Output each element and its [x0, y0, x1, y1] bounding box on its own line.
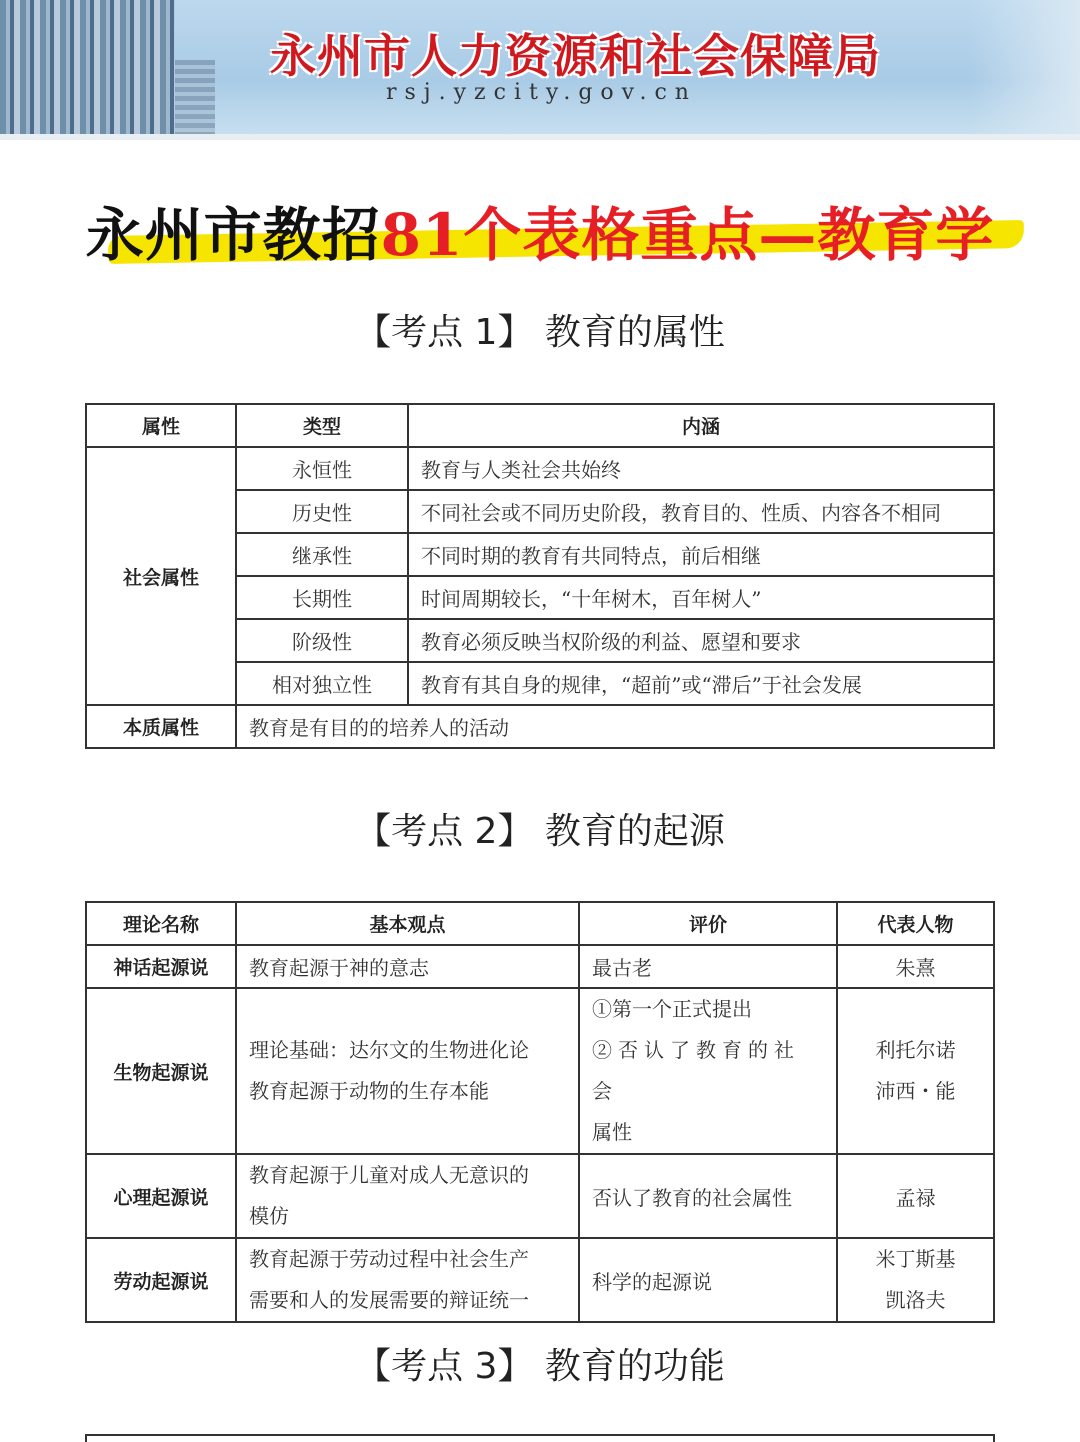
meaning-cell: 时间周期较长，“十年树木，百年树人” — [408, 576, 994, 619]
section-title-2: 【考点 2】 教育的起源 — [355, 811, 725, 852]
person: 利托尔诺 — [875, 1038, 956, 1062]
eval-cell — [579, 945, 837, 988]
type-cell: 历史性 — [236, 490, 408, 533]
theory-name-cell: 生物起源说 — [86, 988, 236, 1154]
banner-divider — [0, 134, 1080, 140]
table-row — [86, 988, 994, 1154]
people-cell — [837, 988, 994, 1154]
header-cell: 代表人物 — [837, 902, 994, 945]
view-cell — [236, 988, 579, 1154]
table-row — [86, 945, 994, 988]
eval-cell — [579, 1238, 837, 1322]
eval-line: 属性 — [592, 1120, 632, 1144]
view-line: 教育起源于儿童对成人无意识的 — [249, 1163, 529, 1187]
type-cell: 继承性 — [236, 533, 408, 576]
eval-line: 科学的起源说 — [592, 1269, 712, 1294]
person: 沛西・能 — [875, 1079, 956, 1103]
person: 米丁斯基 — [875, 1247, 956, 1271]
person: 孟禄 — [895, 1185, 936, 1210]
header-cell: 属性 — [86, 404, 236, 447]
view-line: 教育起源于动物的生存本能 — [249, 1079, 489, 1103]
eval-line: ②否认了教育的社会 — [592, 1038, 800, 1103]
theory-name-cell: 心理起源说 — [86, 1154, 236, 1238]
view-line: 需要和人的发展需要的辩证统一 — [249, 1288, 529, 1312]
group-cell: 社会属性 — [86, 447, 236, 705]
table-row — [86, 447, 994, 490]
meaning-cell: 不同时期的教育有共同特点，前后相继 — [408, 533, 994, 576]
header-cell: 理论名称 — [86, 902, 236, 945]
table-row — [86, 705, 994, 748]
table-row — [86, 1238, 994, 1322]
meaning-cell: 教育是有目的的培养人的活动 — [236, 705, 994, 748]
eval-line: 否认了教育的社会属性 — [592, 1185, 792, 1210]
header-cell: 评价 — [579, 902, 837, 945]
header-banner — [0, 0, 1080, 134]
person: 凯洛夫 — [885, 1288, 946, 1312]
table-header-row — [86, 404, 994, 447]
eval-cell — [579, 1154, 837, 1238]
theory-name-cell: 劳动起源说 — [86, 1238, 236, 1322]
headline-red: 81个表格重点—教育学 — [380, 201, 995, 269]
table-education-origin — [85, 901, 995, 1323]
view-cell — [236, 1154, 579, 1238]
type-cell: 长期性 — [236, 576, 408, 619]
view-line: 模仿 — [249, 1204, 289, 1228]
bureau-url: rsj.yzcity.gov.cn — [386, 80, 697, 105]
eval-cell — [579, 988, 837, 1154]
bureau-title: 永州市人力资源和社会保障局 — [270, 29, 881, 83]
next-table-top-edge — [85, 1434, 995, 1442]
view-line: 理论基础：达尔文的生物进化论 — [249, 1038, 529, 1062]
section-title-1: 【考点 1】 教育的属性 — [355, 312, 725, 353]
table-header-row — [86, 902, 994, 945]
meaning-cell: 不同社会或不同历史阶段，教育目的、性质、内容各不相同 — [408, 490, 994, 533]
type-cell: 永恒性 — [236, 447, 408, 490]
people-cell — [837, 945, 994, 988]
type-cell: 相对独立性 — [236, 662, 408, 705]
meaning-cell: 教育与人类社会共始终 — [408, 447, 994, 490]
view-line: 教育起源于神的意志 — [249, 956, 429, 980]
page-headline — [0, 188, 1080, 268]
meaning-cell: 教育有其自身的规律，“超前”或“滞后”于社会发展 — [408, 662, 994, 705]
person: 朱熹 — [895, 956, 936, 980]
group-cell: 本质属性 — [86, 705, 236, 748]
type-cell: 阶级性 — [236, 619, 408, 662]
eval-line: 最古老 — [592, 956, 652, 980]
view-line: 教育起源于劳动过程中社会生产 — [249, 1247, 529, 1271]
headline-text — [0, 188, 1080, 272]
headline-black: 永州市教招 — [85, 201, 381, 269]
banner-fade — [970, 0, 1080, 134]
table-row — [86, 1154, 994, 1238]
section-title-3: 【考点 3】 教育的功能 — [355, 1346, 725, 1387]
people-cell — [837, 1154, 994, 1238]
view-cell — [236, 1238, 579, 1322]
view-cell — [236, 945, 579, 988]
meaning-cell: 教育必须反映当权阶级的利益、愿望和要求 — [408, 619, 994, 662]
theory-name-cell: 神话起源说 — [86, 945, 236, 988]
header-cell: 类型 — [236, 404, 408, 447]
city-skyline-image — [0, 0, 175, 134]
eval-line: ①第一个正式提出 — [592, 997, 752, 1021]
header-cell: 内涵 — [408, 404, 994, 447]
header-cell: 基本观点 — [236, 902, 579, 945]
building-image — [175, 60, 215, 134]
table-education-attributes — [85, 403, 995, 749]
people-cell — [837, 1238, 994, 1322]
